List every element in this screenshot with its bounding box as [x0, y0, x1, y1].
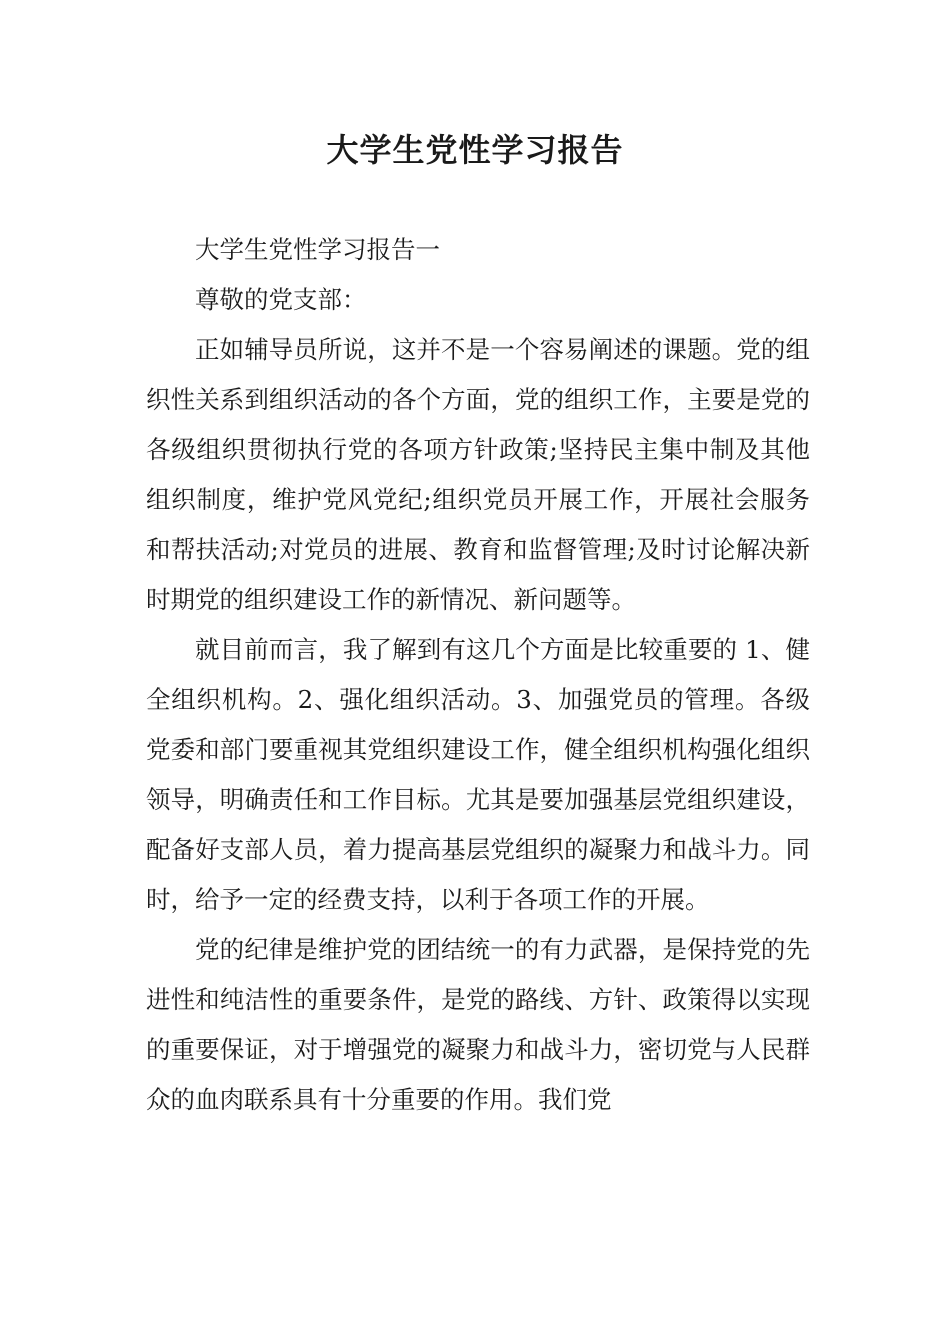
document-body: [146, 225, 810, 1125]
body-paragraph-1: 正如辅导员所说，这并不是一个容易阐述的课题。党的组织性关系到组织活动的各个方面，党的组织工作，主要是党的各级组织贯彻执行党的各项方针政策;坚持民主集中制及其他组织制度，维护党风党纪;组织党员开展工作，开展社会服务和帮扶活动;对党员的进展、教育和监督管理;及时讨论解决新时期党的组织建设工作的新情况、新问题等。: [146, 335, 810, 614]
body-paragraph-3: 党的纪律是维护党的团结统一的有力武器，是保持党的先进性和纯洁性的重要条件，是党的路线、方针、政策得以实现的重要保证，对于增强党的凝聚力和战斗力，密切党与人民群众的血肉联系具有十分重要的作用。我们党: [146, 935, 810, 1114]
document-title: 大学生党性学习报告: [326, 131, 624, 169]
subtitle-paragraph: 大学生党性学习报告一: [195, 235, 440, 264]
body-paragraph-2: 就目前而言，我了解到有这几个方面是比较重要的 1、健全组织机构。2、强化组织活动。3、加强党员的管理。各级党委和部门要重视其党组织建设工作，健全组织机构强化组织领导，明确责任和工作目标。尤其是要加强基层党组织建设，配备好支部人员，着力提高基层党组织的凝聚力和战斗力。同时，给予一定的经费支持，以利于各项工作的开展。: [146, 635, 810, 914]
salutation-paragraph: 尊敬的党支部：: [195, 285, 367, 314]
